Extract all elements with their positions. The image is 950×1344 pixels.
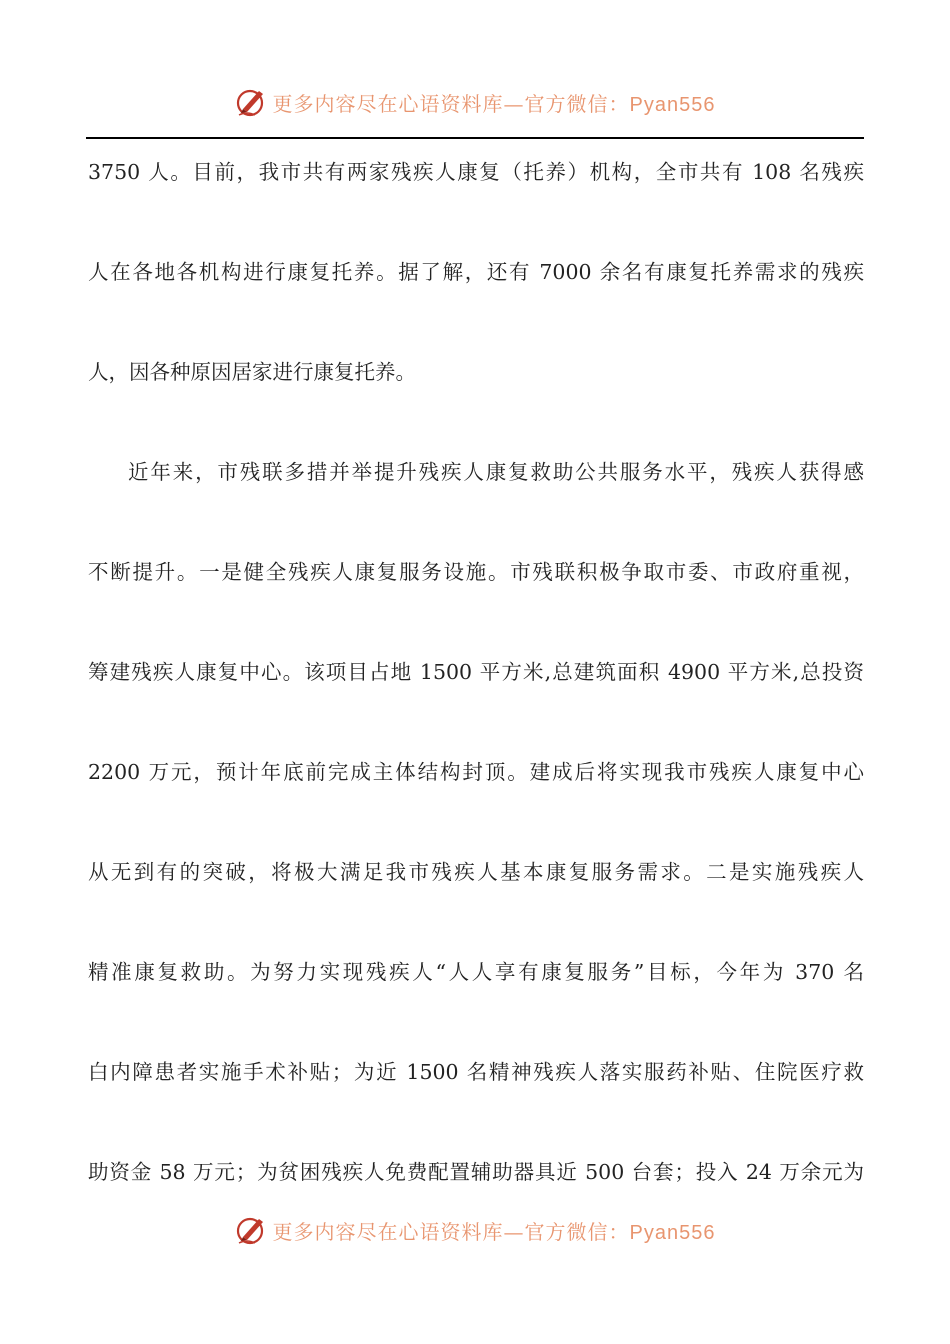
header-rule: [86, 137, 864, 139]
text-line: 不断提升。一是健全残疾人康复服务设施。市残联积极争取市委、市政府重视，: [88, 560, 864, 584]
pen-logo-icon: [235, 85, 269, 119]
text-line: 近年来，市残联多措并举提升残疾人康复救助公共服务水平，残疾人获得感: [128, 460, 864, 484]
header-banner: [0, 82, 950, 122]
text-line: 助资金 58 万元；为贫困残疾人免费配置辅助器具近 500 台套；投入 24 万余元为: [88, 1160, 864, 1184]
text-line: 人在各地各机构进行康复托养。据了解，还有 7000 余名有康复托养需求的残疾: [88, 260, 864, 284]
banner-text: 更多内容尽在心语资料库—官方微信：Pyan556: [272, 91, 716, 116]
pen-logo-icon: [235, 1213, 269, 1247]
text-line: 筹建残疾人康复中心。该项目占地 1500 平方米,总建筑面积 4900 平方米,总投资: [88, 660, 864, 684]
banner-text: 更多内容尽在心语资料库—官方微信：Pyan556: [272, 1219, 716, 1244]
footer-banner: [0, 1210, 950, 1250]
document-body: [88, 150, 864, 1250]
text-line: 从无到有的突破，将极大满足我市残疾人基本康复服务需求。二是实施残疾人: [88, 860, 864, 884]
text-line: 人，因各种原因居家进行康复托养。: [88, 360, 416, 384]
text-line: 精准康复救助。为努力实现残疾人“人人享有康复服务”目标，今年为 370 名: [88, 960, 864, 984]
text-line: 2200 万元，预计年底前完成主体结构封顶。建成后将实现我市残疾人康复中心: [88, 760, 864, 784]
text-line: 3750 人。目前，我市共有两家残疾人康复（托养）机构，全市共有 108 名残疾: [88, 160, 864, 184]
text-line: 白内障患者实施手术补贴；为近 1500 名精神残疾人落实服药补贴、住院医疗救: [88, 1060, 864, 1084]
